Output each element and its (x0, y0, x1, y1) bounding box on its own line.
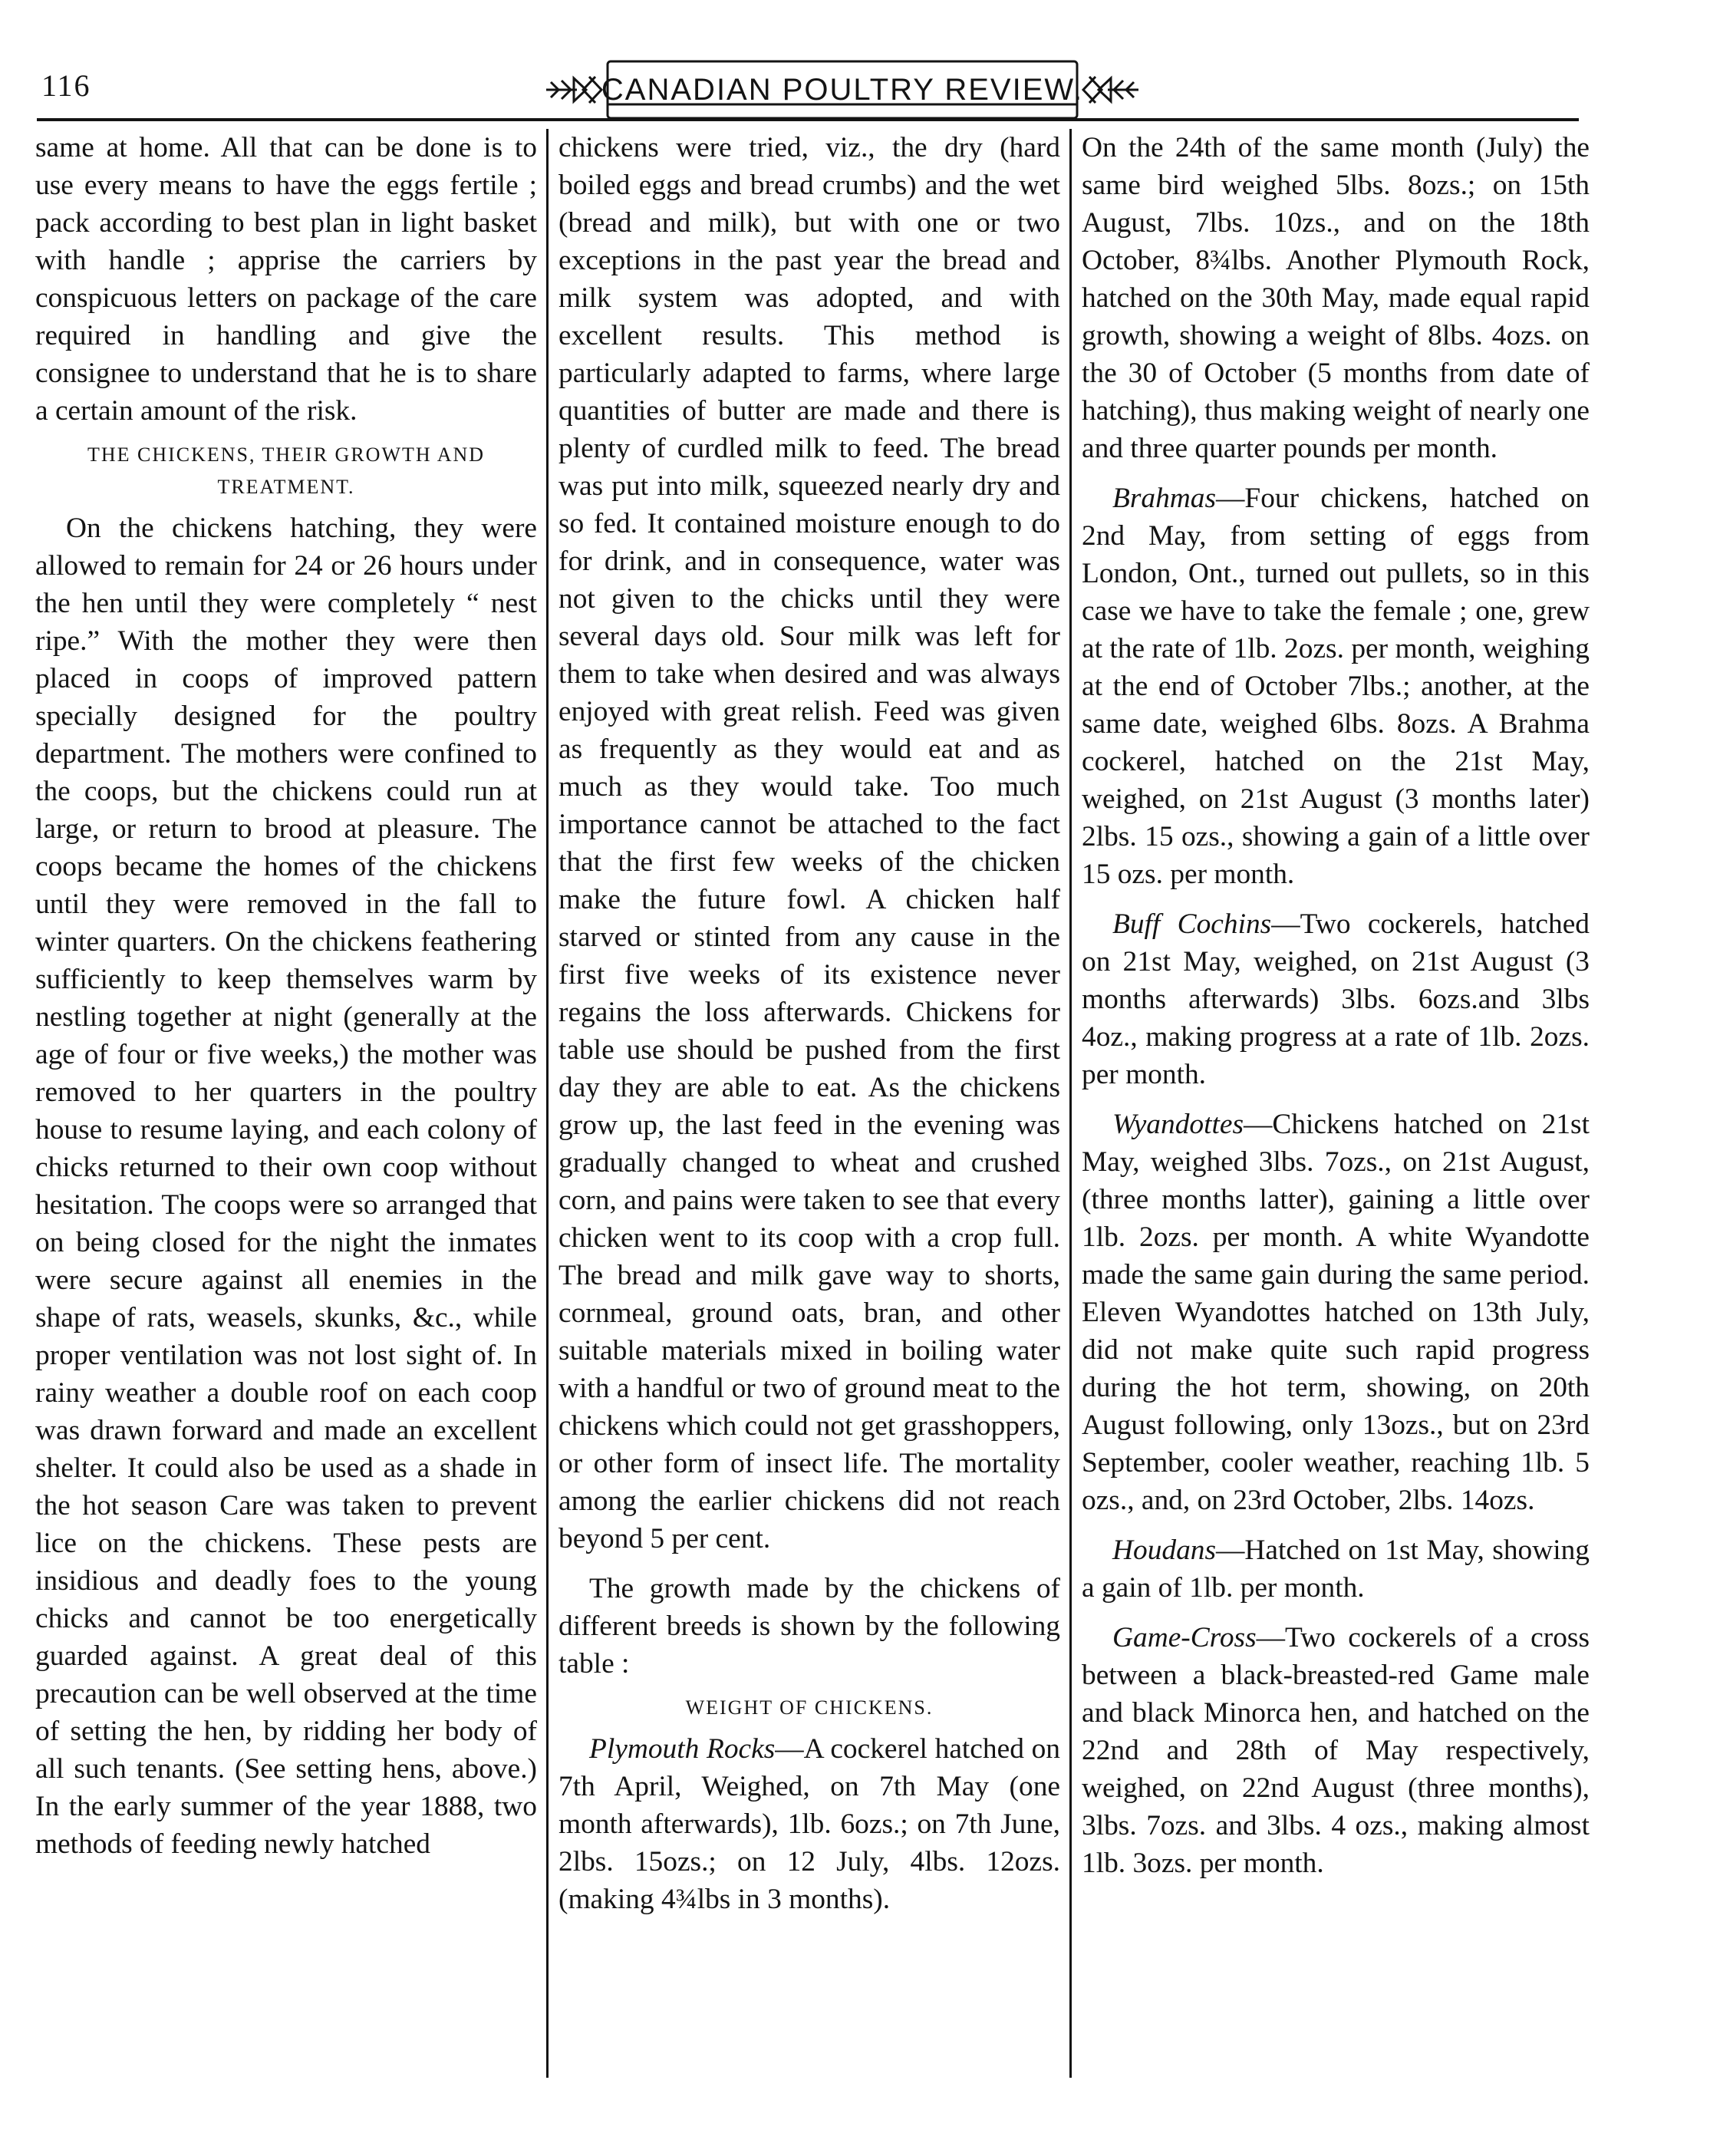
breed-entry (1082, 1106, 1590, 1519)
page-number: 116 (41, 68, 91, 103)
table-heading: WEIGHT OF CHICKENS. (685, 1696, 934, 1719)
breed-name: Brahmas (1112, 483, 1217, 514)
column-1 (35, 129, 537, 1863)
breed-name: Houdans (1112, 1535, 1217, 1566)
column-divider (1069, 129, 1072, 2078)
breed-entry (558, 1730, 1060, 1918)
breed-entry (1082, 1531, 1590, 1607)
breed-text: —Hatched on 1st May, showing a gain of 1lb. per month. (1082, 1535, 1590, 1604)
masthead (543, 55, 1142, 124)
header-rule (37, 118, 1579, 121)
breed-entry (1082, 480, 1590, 893)
breed-name: Wyandottes (1112, 1109, 1244, 1140)
breed-text: —Two cockerels of a cross between a black-breasted-red Game male and black Minorca hen, and hatched on the 22nd and 28th of May respectively, weighed, on 22nd August (three months), 3lbs. 7ozs. and 3lbs. 4 ozs., making almost 1lb. 3ozs. per month. (1082, 1622, 1590, 1879)
paragraph: On the chickens hatching, they were allowed to remain for 24 or 26 hours under the hen until they were completely “ nest ripe.” With the mother they were then placed in coops of improved pattern specially designed for the poultry department. The mothers were confined to the coops, but the chickens could run at large, or return to brood at pleasure. The coops became the homes of the chickens until they were removed in the fall to winter quarters. On the chickens feathering sufficiently to keep themselves warm by nestling together at night (generally at the age of four or five weeks,) the mother was removed to her quarters in the poultry house to resume laying, and each colony of chicks returned to their own coop without hesitation. The coops were so arranged that on being closed for the night the inmates were secure against all enemies in the shape of rats, weasels, skunks, &c., while proper ventilation was not lost sight of. In rainy weather a double roof on each coop was drawn forward and made an excellent shelter. It could also be used as a shade in the hot season Care was taken to prevent lice on the chickens. These pests are insidious and deadly foes to the young chicks and cannot be too energetically guarded against. A great deal of this precaution can be well observed at the time of setting the hen, by ridding her body of all such tenants. (See setting hens, above.) In the early summer of the year 1888, two methods of feeding newly hatched (35, 513, 537, 1860)
section-heading: THE CHICKENS, THEIR GROWTH AND TREATMENT. (87, 443, 486, 498)
breed-name: Plymouth Rocks (589, 1733, 776, 1765)
breed-text: —A cockerel hatched on 7th April, Weighed, on 7th May (one month afterwards), 1lb. 6ozs.; on 7th June, 2lbs. 15ozs.; on 12 July, 4lbs. 12ozs. (making 4¾lbs in 3 months). (558, 1733, 1060, 1915)
breed-entry (1082, 1619, 1590, 1882)
breed-text: —Two cockerels, hatched on 21st May, weighed, on 21st August (3 months afterwards) 3lbs. 6ozs.and 3lbs 4oz., making progress at a rate of 1lb. 2ozs. per month. (1082, 908, 1590, 1090)
page-header (37, 55, 1579, 124)
masthead-ornament-icon (543, 55, 1142, 124)
paragraph: On the 24th of the same month (July) the same bird weighed 5lbs. 8ozs.; on 15th August, 7lbs. 10zs., and on the 18th October, 8¾lbs. Another Plymouth Rock, hatched on the 30th May, made equal rapid growth, showing a weight of 8lbs. 4ozs. on the 30 of October (5 months from date of hatching), thus making weight of nearly one and three quarter pounds per month. (1082, 132, 1590, 464)
column-2 (558, 129, 1060, 1918)
breed-text: —Chickens hatched on 21st May, weighed 3lbs. 7ozs., on 21st August, (three months latter), gaining a little over 1lb. 2ozs. per month. A white Wyandotte made the same gain during the same period. Eleven Wyandottes hatched on 13th July, did not make quite such rapid progress during the hot term, showing, on 20th August following, only 13ozs., but on 23rd September, cooler weather, reaching 1lb. 5 ozs., and, on 23rd October, 2lbs. 14ozs. (1082, 1109, 1590, 1516)
column-divider (546, 129, 549, 2078)
breed-entry (1082, 905, 1590, 1093)
column-3 (1082, 129, 1590, 1882)
masthead-title: CANADIAN POULTRY REVIEW. (601, 73, 1084, 107)
breed-text: —Four chickens, hatched on 2nd May, from setting of eggs from London, Ont., turned out pullets, so in this case we have to take the female ; one, grew at the rate of 1lb. 2ozs. per month, weighing at the end of October 7lbs.; another, at the same date, weighed 6lbs. 8ozs. A Brahma cockerel, hatched on the 21st May, weighed, on 21st August (3 months later) 2lbs. 15 ozs., showing a gain of a little over 15 ozs. per month. (1082, 483, 1590, 890)
paragraph: chickens were tried, viz., the dry (hard boiled eggs and bread crumbs) and the wet (bread and milk), but with one or two exceptions in the past year the bread and milk system was adopted, and with excellent results. This method is particularly adapted to farms, where large quantities of butter are made and there is plenty of curdled milk to feed. The bread was put into milk, squeezed nearly dry and so fed. It contained moisture enough to do for drink, and in consequence, water was not given to the chicks until they were several days old. Sour milk was left for them to take when desired and was always enjoyed with great relish. Feed was given as frequently as they would eat and as much as they would take. Too much importance cannot be attached to the fact that the first few weeks of the chicken make the future fowl. A chicken half starved or stinted from any cause in the first five weeks of its existence never regains the loss afterwards. Chickens for table use should be pushed from the first day they are able to eat. As the chickens grow up, the last feed in the evening was gradually changed to wheat and crushed corn, and pains were taken to see that every chicken went to its coop with a crop full. The bread and milk gave way to shorts, cornmeal, ground oats, bran, and other suitable materials mixed in boiling water with a handful or two of ground meat to the chickens which could not get grasshoppers, or other form of insect life. The mortality among the earlier chickens did not reach beyond 5 per cent. (558, 132, 1060, 1554)
breed-name: Buff Cochins (1112, 908, 1272, 940)
paragraph: same at home. All that can be done is to use every means to have the eggs fertile ; pack according to best plan in light basket with handle ; apprise the carriers by conspicuous letters on package of the care required in handling and give the consignee to understand that he is to share a certain amount of the risk. (35, 132, 537, 427)
paragraph: The growth made by the chickens of different breeds is shown by the following table : (558, 1573, 1060, 1680)
breed-name: Game-Cross (1112, 1622, 1257, 1653)
